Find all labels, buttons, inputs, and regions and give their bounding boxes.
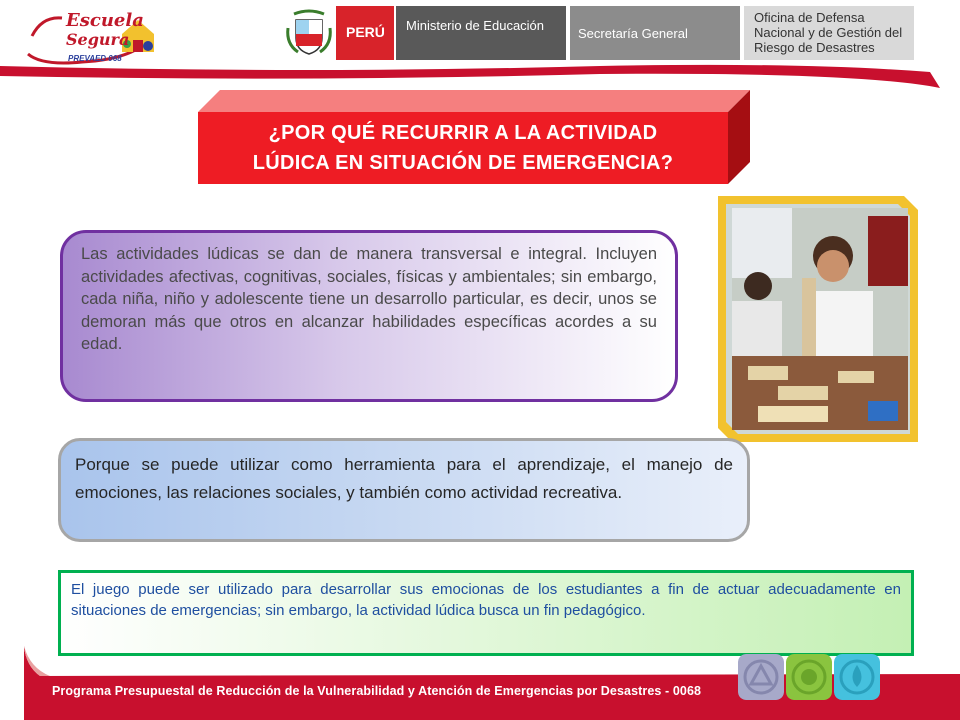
ludic-activities-text: Las actividades lúdicas se dan de manera transversal e integral. Incluyen actividades afectivas, cognitivas, sociales, físicas y ambientales; sin embargo, cada niña, niño y adolescente tiene un desarrollo particular, es decir, unos se demoran más que otros en alcanzar habilidades específicas acordes a su edad. [81, 245, 657, 353]
triangle-warning-icon [738, 654, 784, 700]
ministerio-label: Ministerio de Educación [396, 6, 566, 60]
tool-usage-box [58, 438, 750, 542]
pedagogic-purpose-text: El juego puede ser utilizado para desarrollar sus emocionas de los estudiantes a fin de actuar adecuadamente en situaciones de emergencias; sin embargo, la actividad lúdica busca un fin pedagógico. [71, 581, 901, 619]
escuela-subtitle: PREVAED 068 [68, 54, 122, 63]
page-title [198, 118, 728, 178]
peru-coat-of-arms-icon [284, 8, 334, 58]
children-playing-photo [718, 196, 918, 442]
tool-usage-text: Porque se puede utilizar como herramienta para el aprendizaje, el manejo de emociones, las relaciones sociales, y también como actividad recreativa. [75, 455, 733, 502]
escuela-title-1: Escuela [66, 10, 144, 31]
secretaria-label: Secretaría General [570, 6, 740, 60]
ludic-activities-box [60, 230, 678, 402]
title-banner [198, 90, 750, 184]
escuela-title-2: Segura [66, 30, 130, 49]
title-line-1: ¿POR QUÉ RECURRIR A LA ACTIVIDAD [268, 122, 658, 144]
water-drop-icon [834, 654, 880, 700]
header [0, 0, 960, 92]
peru-label: PERÚ [336, 6, 394, 60]
green-circle-icon [786, 654, 832, 700]
footer-program-text: Programa Presupuestal de Reducción de la Vulnerabilidad y Atención de Emergencias por Desastres - 0068 [52, 684, 702, 698]
title-line-2: LÚDICA EN SITUACIÓN DE EMERGENCIA? [252, 152, 674, 174]
oficina-label: Oficina de Defensa Nacional y de Gestión del Riesgo de Desastres [744, 6, 914, 60]
